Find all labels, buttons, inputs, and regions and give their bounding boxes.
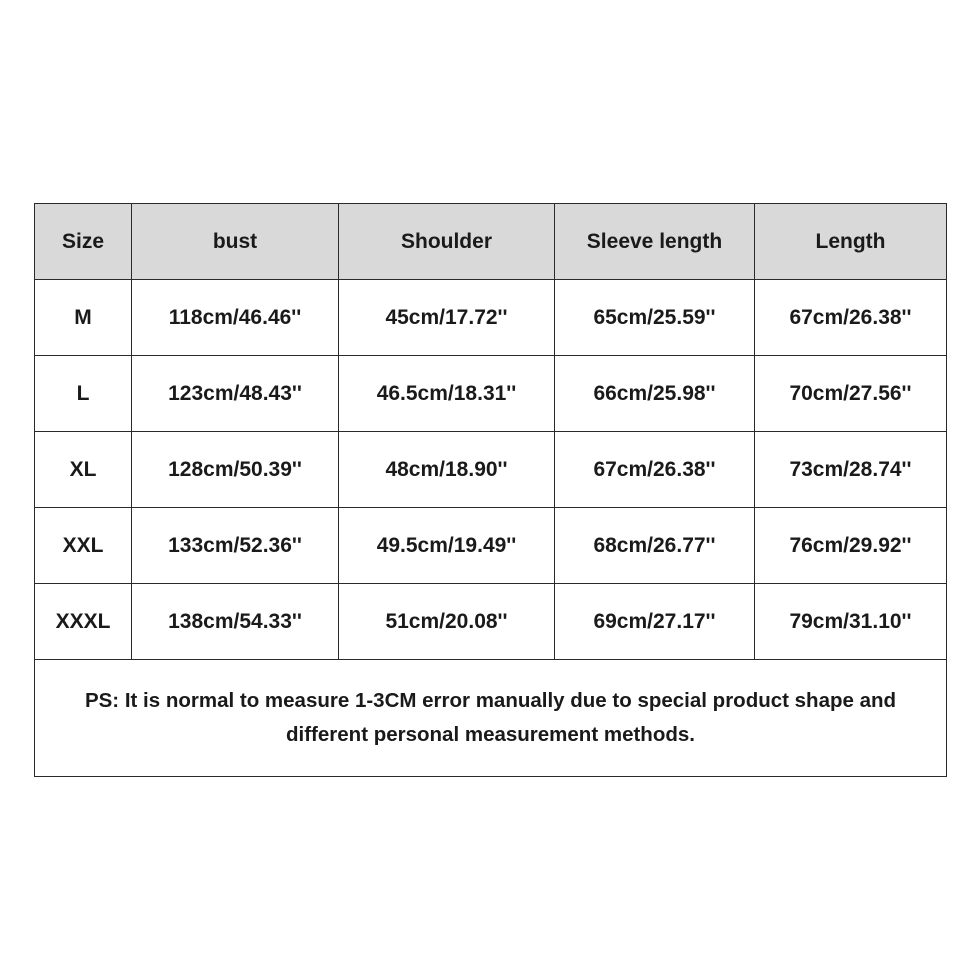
shoulder-cell: 48cm/18.90'' — [339, 432, 555, 508]
shoulder-cell: 46.5cm/18.31'' — [339, 356, 555, 432]
size-cell: L — [35, 356, 132, 432]
header-shoulder: Shoulder — [339, 204, 555, 280]
note-row — [35, 660, 947, 777]
bust-cell: 118cm/46.46'' — [132, 280, 339, 356]
sleeve-length-cell: 66cm/25.98'' — [555, 356, 755, 432]
shoulder-cell: 49.5cm/19.49'' — [339, 508, 555, 584]
sleeve-length-cell: 65cm/25.59'' — [555, 280, 755, 356]
measurement-note: PS: It is normal to measure 1-3CM error manually due to special product shape and different personal measurement methods. — [35, 660, 947, 777]
table-row — [35, 584, 947, 660]
table-row — [35, 280, 947, 356]
bust-cell: 138cm/54.33'' — [132, 584, 339, 660]
header-bust: bust — [132, 204, 339, 280]
length-cell: 67cm/26.38'' — [755, 280, 947, 356]
header-row — [35, 204, 947, 280]
sleeve-length-cell: 69cm/27.17'' — [555, 584, 755, 660]
shoulder-cell: 45cm/17.72'' — [339, 280, 555, 356]
size-cell: XXXL — [35, 584, 132, 660]
length-cell: 70cm/27.56'' — [755, 356, 947, 432]
size-cell: XL — [35, 432, 132, 508]
sleeve-length-cell: 68cm/26.77'' — [555, 508, 755, 584]
bust-cell: 123cm/48.43'' — [132, 356, 339, 432]
length-cell: 73cm/28.74'' — [755, 432, 947, 508]
length-cell: 76cm/29.92'' — [755, 508, 947, 584]
header-length: Length — [755, 204, 947, 280]
size-cell: M — [35, 280, 132, 356]
length-cell: 79cm/31.10'' — [755, 584, 947, 660]
size-chart-table — [34, 203, 947, 777]
table-row — [35, 432, 947, 508]
table-row — [35, 356, 947, 432]
bust-cell: 128cm/50.39'' — [132, 432, 339, 508]
shoulder-cell: 51cm/20.08'' — [339, 584, 555, 660]
bust-cell: 133cm/52.36'' — [132, 508, 339, 584]
sleeve-length-cell: 67cm/26.38'' — [555, 432, 755, 508]
table-row — [35, 508, 947, 584]
header-sleeve-length: Sleeve length — [555, 204, 755, 280]
header-size: Size — [35, 204, 132, 280]
size-cell: XXL — [35, 508, 132, 584]
